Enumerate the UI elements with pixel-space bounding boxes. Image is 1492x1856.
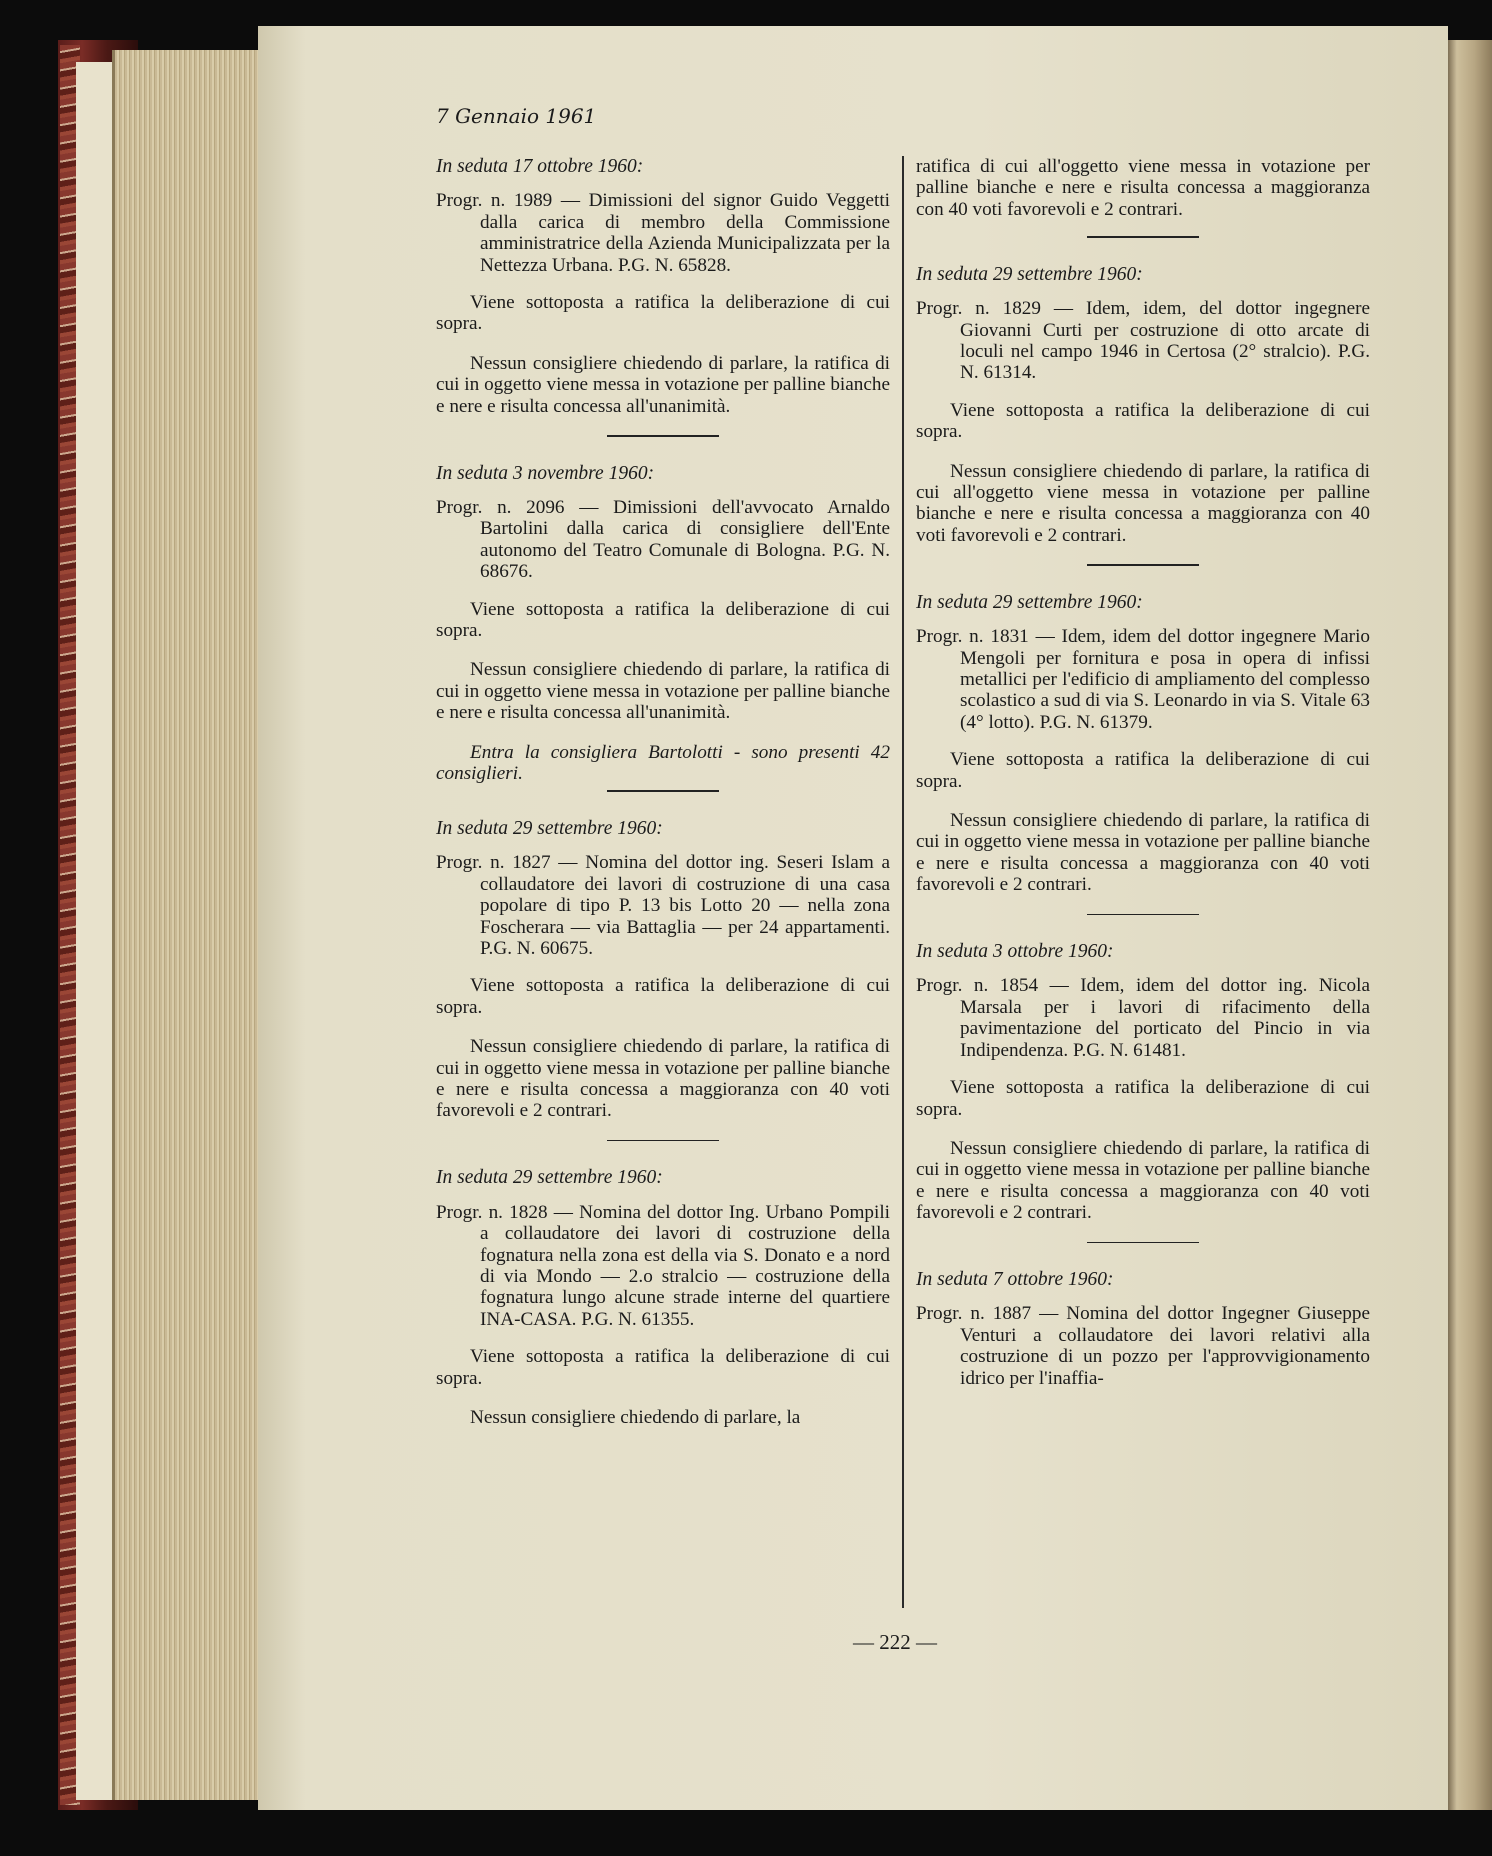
paragraph: Viene sottoposta a ratifica la deliberazione di cui sopra. bbox=[916, 1077, 1370, 1120]
right-page-edge bbox=[1448, 40, 1492, 1810]
section-divider bbox=[1087, 564, 1199, 566]
section-divider bbox=[1087, 914, 1199, 916]
paragraph: Viene sottoposta a ratifica la deliberazione di cui sopra. bbox=[916, 749, 1370, 792]
progr-entry: Progr. n. 1989 — Dimissioni del signor Guido Veggetti dalla carica di membro della Commissione amministratrice della Azienda Municipalizzata per la Nettezza Urbana. P.G. N. 65828. bbox=[436, 190, 890, 276]
paragraph: Nessun consigliere chiedendo di parlare, la ratifica di cui in oggetto viene messa in votazione per palline bianche e nere e risulta concessa a maggioranza con 40 voti favorevoli e 2 contrari. bbox=[436, 1036, 890, 1122]
progr-entry: Progr. n. 1829 — Idem, idem, del dottor ingegnere Giovanni Curti per costruzione di otto arcate di loculi nel campo 1946 in Certosa (2° stralcio). P.G. N. 61314. bbox=[916, 298, 1370, 384]
paragraph: Nessun consigliere chiedendo di parlare, la bbox=[470, 1406, 801, 1428]
section-divider bbox=[607, 435, 719, 437]
session-heading: In seduta 17 ottobre 1960: bbox=[436, 156, 644, 177]
continued-text: ratifica di cui all'oggetto viene messa in votazione per palline bianche e nere e risulta concessa a maggioranza con 40 voti favorevoli e 2 contrari. bbox=[916, 156, 1370, 220]
page-number: — 222 — bbox=[853, 1630, 937, 1654]
paragraph: Viene sottoposta a ratifica la deliberazione di cui sopra. bbox=[436, 292, 890, 335]
paragraph: Nessun consigliere chiedendo di parlare, la ratifica di cui in oggetto viene messa in votazione per palline bianche e nere e risulta concessa a maggioranza con 40 voti favorevoli e 2 contrari. bbox=[916, 1137, 1370, 1224]
progr-entry: Progr. n. 1827 — Nomina del dottor ing. Seseri Islam a collaudatore dei lavori di costruzione di una casa popolare di tipo P. 13 bis Lotto 20 — nella zona Foscherara — via Battaglia — per 24 appartamenti. P.G. N. 60675. bbox=[436, 852, 890, 959]
right-column bbox=[916, 156, 1370, 1405]
session-heading: In seduta 29 settembre 1960: bbox=[436, 1167, 663, 1189]
paragraph: Viene sottoposta a ratifica la deliberazione di cui sopra. bbox=[436, 598, 890, 641]
running-head: 7 Gennaio 1961 bbox=[436, 104, 597, 128]
section-divider bbox=[607, 790, 719, 792]
left-column bbox=[436, 156, 890, 1446]
section-divider bbox=[607, 1140, 719, 1142]
paragraph: Viene sottoposta a ratifica la deliberazione di cui sopra. bbox=[916, 399, 1370, 443]
column-rule bbox=[902, 156, 904, 1608]
page-edges bbox=[112, 50, 260, 1800]
paragraph: Viene sottoposta a ratifica la deliberazione di cui sopra. bbox=[436, 975, 890, 1018]
paragraph: Nessun consigliere chiedendo di parlare, la ratifica di cui in oggetto viene messa in votazione per palline bianche e nere e risulta concessa a maggioranza con 40 voti favorevoli e 2 contrari. bbox=[916, 809, 1370, 896]
progr-entry: Progr. n. 2096 — Dimissioni dell'avvocato Arnaldo Bartolini dalla carica di consigliere dell'Ente autonomo del Teatro Comunale di Bologna. P.G. N. 68676. bbox=[436, 496, 890, 583]
session-heading: In seduta 29 settembre 1960: bbox=[916, 263, 1143, 285]
progr-entry: Progr. n. 1831 — Idem, idem del dottor ingegnere Mario Mengoli per fornitura e posa in opera di infissi metallici per l'edificio di ampliamento del complesso scolastico a sud di via S. Leonardo in via S. Vitale 63 (4° lotto). P.G. N. 61379. bbox=[916, 626, 1370, 733]
session-heading: In seduta 7 ottobre 1960: bbox=[916, 1269, 1114, 1291]
progr-entry: Progr. n. 1887 — Nomina del dottor Ingegner Giuseppe Venturi a collaudatore dei lavori relativi alla costruzione di un pozzo per l'approvvigionamento idrico per l'inaffia- bbox=[916, 1303, 1370, 1389]
paragraph: Viene sottoposta a ratifica la deliberazione di cui sopra. bbox=[436, 1346, 890, 1389]
session-heading: In seduta 29 settembre 1960: bbox=[916, 591, 1143, 613]
section-divider bbox=[1087, 236, 1199, 238]
attendance-note: Entra la consigliera Bartolotti - sono presenti 42 consiglieri. bbox=[436, 741, 890, 785]
section-divider bbox=[1087, 1242, 1199, 1244]
page-number-row bbox=[0, 1630, 1492, 1655]
paragraph: Nessun consigliere chiedendo di parlare, la ratifica di cui all'oggetto viene messa in votazione per palline bianche e nere e risulta concessa a maggioranza con 40 voti favorevoli e 2 contrari. bbox=[916, 460, 1370, 546]
paragraph: Nessun consigliere chiedendo di parlare, la ratifica di cui in oggetto viene messa in votazione per palline bianche e nere e risulta concessa all'unanimità. bbox=[436, 659, 890, 724]
progr-entry: Progr. n. 1854 — Idem, idem del dottor ing. Nicola Marsala per i lavori di rifacimento della pavimentazione del porticato del Pincio in via Indipendenza. P.G. N. 61481. bbox=[916, 975, 1370, 1061]
progr-entry: Progr. n. 1828 — Nomina del dottor Ing. Urbano Pompili a collaudatore dei lavori di costruzione della fognatura nella zona est della via S. Donato e a nord di via Mondo — 2.o stralcio — costruzione della fognatura lungo alcune strade interne del quartiere INA-CASA. P.G. N. 61355. bbox=[436, 1201, 890, 1330]
paragraph: Nessun consigliere chiedendo di parlare, la ratifica di cui in oggetto viene messa in votazione per palline bianche e nere e risulta concessa all'unanimità. bbox=[436, 352, 890, 417]
session-heading: In seduta 3 ottobre 1960: bbox=[916, 941, 1114, 963]
session-heading: In seduta 29 settembre 1960: bbox=[436, 817, 663, 839]
session-heading: In seduta 3 novembre 1960: bbox=[436, 462, 655, 484]
